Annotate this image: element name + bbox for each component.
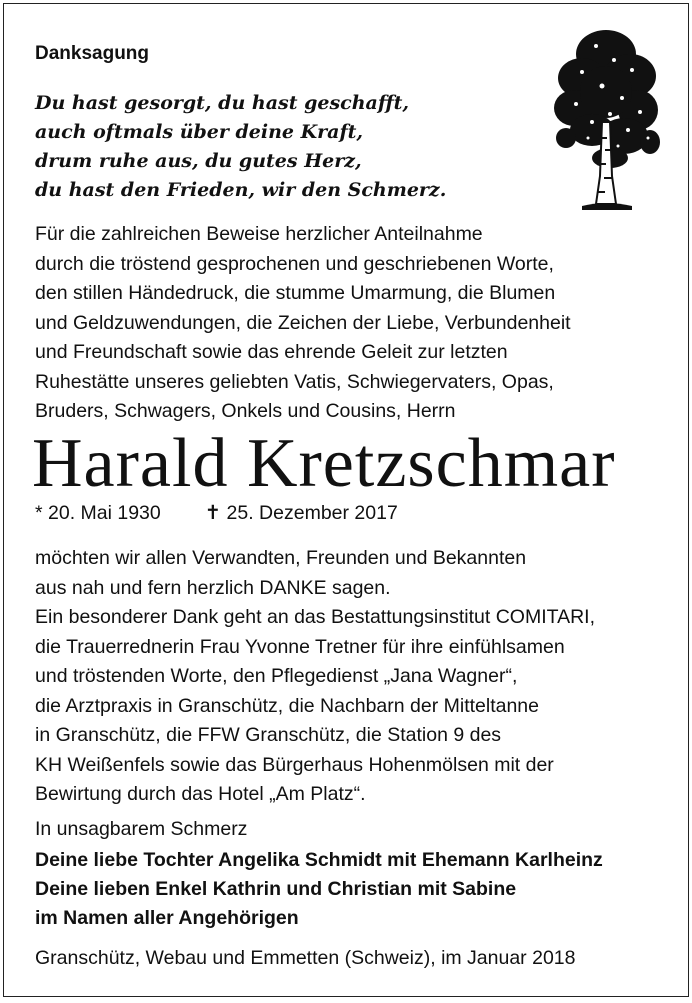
poem-line: du hast den Frieden, wir den Schmerz. <box>35 179 447 201</box>
signature-line: im Namen aller Angehörigen <box>35 907 299 929</box>
place-date: Granschütz, Webau und Emmetten (Schweiz), im Januar 2018 <box>35 947 576 969</box>
thanks-line: KH Weißenfels sowie das Bürgerhaus Hohenmölsen mit der <box>35 753 554 776</box>
life-dates <box>35 501 398 525</box>
thanks-line: aus nah und fern herzlich DANKE sagen. <box>35 576 391 599</box>
poem-line: auch oftmals über deine Kraft, <box>35 121 364 143</box>
intro-line: und Geldzuwendungen, die Zeichen der Liebe, Verbundenheit <box>35 311 571 334</box>
birth-date: * 20. Mai 1930 <box>35 502 161 524</box>
signature-line: Deine lieben Enkel Kathrin und Christian mit Sabine <box>35 878 517 900</box>
poem-line: Du hast gesorgt, du hast geschafft, <box>35 92 409 114</box>
thanks-line: in Granschütz, die FFW Granschütz, die Station 9 des <box>35 724 502 746</box>
intro-line: Ruhestätte unseres geliebten Vatis, Schwiegervaters, Opas, <box>35 370 554 393</box>
signoff-intro: In unsagbarem Schmerz <box>35 818 248 840</box>
obituary-notice <box>3 3 689 997</box>
thanks-line: und tröstenden Worte, den Pflegedienst „Jana Wagner“, <box>35 665 518 687</box>
intro-line: Bruders, Schwagers, Onkels und Cousins, Herrn <box>35 400 456 422</box>
poem-line: drum ruhe aus, du gutes Herz, <box>35 150 362 172</box>
intro-line: und Freundschaft sowie das ehrende Geleit zur letzten <box>35 341 508 363</box>
signature-line: Deine liebe Tochter Angelika Schmidt mit Ehemann Karlheinz <box>35 849 603 871</box>
thanks-line: Ein besonderer Dank geht an das Bestattungsinstitut COMITARI, <box>35 606 596 628</box>
signatures <box>35 846 603 933</box>
intro-line: den stillen Händedruck, die stumme Umarmung, die Blumen <box>35 282 556 304</box>
poem <box>35 89 446 205</box>
birch-tree-icon <box>552 26 660 218</box>
intro-paragraph <box>35 220 571 427</box>
thanks-line: die Trauerrednerin Frau Yvonne Tretner für ihre einfühlsamen <box>35 635 565 658</box>
intro-line: Für die zahlreichen Beweise herzlicher Anteilnahme <box>35 223 483 245</box>
intro-line: durch die tröstend gesprochenen und geschriebenen Worte, <box>35 252 554 275</box>
thanks-line: die Arztpraxis in Granschütz, die Nachbarn der Mitteltanne <box>35 694 540 717</box>
deceased-name: Harald Kretzschmar <box>32 425 616 502</box>
death-date: ✝ 25. Dezember 2017 <box>204 502 398 524</box>
thanks-line: Bewirtung durch das Hotel „Am Platz“. <box>35 783 366 805</box>
heading: Danksagung <box>35 43 150 64</box>
thanks-paragraph <box>35 544 595 810</box>
thanks-line: möchten wir allen Verwandten, Freunden und Bekannten <box>35 547 527 569</box>
